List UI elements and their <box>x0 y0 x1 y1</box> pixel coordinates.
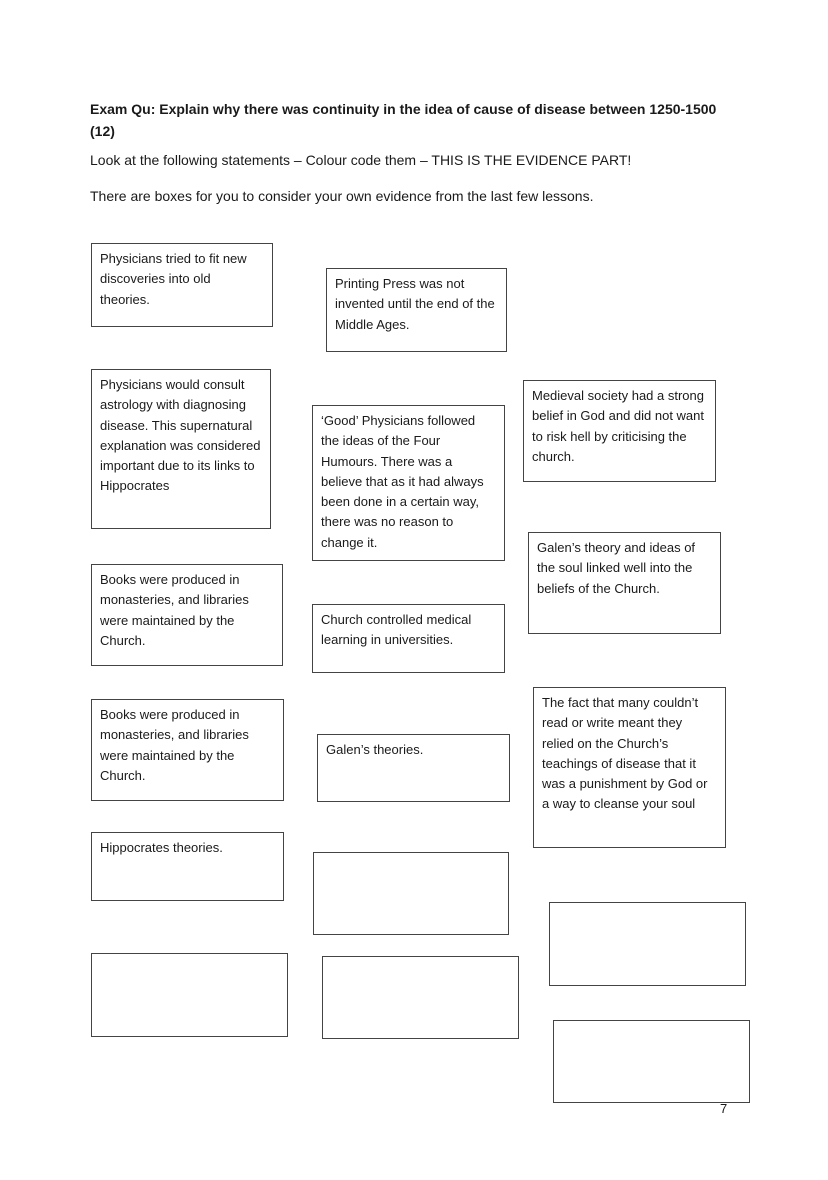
statement-box: Church controlled medical learning in universities. <box>312 604 505 673</box>
empty-evidence-box[interactable] <box>322 956 519 1039</box>
statement-box: Hippocrates theories. <box>91 832 284 901</box>
statement-box: Physicians would consult astrology with diagnosing disease. This supernatural explanation was considered important due to its links to Hippocrates <box>91 369 271 529</box>
empty-evidence-box[interactable] <box>91 953 288 1037</box>
statement-box: ‘Good’ Physicians followed the ideas of the Four Humours. There was a believe that as it had always been done in a certain way, there was no reason to change it. <box>312 405 505 561</box>
statement-box: Books were produced in monasteries, and libraries were maintained by the Church. <box>91 699 284 801</box>
empty-evidence-box[interactable] <box>553 1020 750 1103</box>
statement-box: Galen’s theory and ideas of the soul linked well into the beliefs of the Church. <box>528 532 721 634</box>
note-text: There are boxes for you to consider your own evidence from the last few lessons. <box>90 188 594 204</box>
instruction-text: Look at the following statements – Colour code them – THIS IS THE EVIDENCE PART! <box>90 152 632 168</box>
exam-question-title: Exam Qu: Explain why there was continuity in the idea of cause of disease between 1250-1500 (12) <box>90 101 717 139</box>
statement-box: Printing Press was not invented until the end of the Middle Ages. <box>326 268 507 352</box>
statement-box: Galen’s theories. <box>317 734 510 802</box>
statement-box: Medieval society had a strong belief in God and did not want to risk hell by criticising the church. <box>523 380 716 482</box>
empty-evidence-box[interactable] <box>549 902 746 986</box>
statement-box: Books were produced in monasteries, and libraries were maintained by the Church. <box>91 564 283 666</box>
statement-box: The fact that many couldn’t read or write meant they relied on the Church’s teachings of disease that it was a punishment by God or a way to cleanse your soul <box>533 687 726 848</box>
page-number: 7 <box>720 1101 728 1116</box>
empty-evidence-box[interactable] <box>313 852 509 935</box>
statement-box: Physicians tried to fit new discoveries into old theories. <box>91 243 273 327</box>
